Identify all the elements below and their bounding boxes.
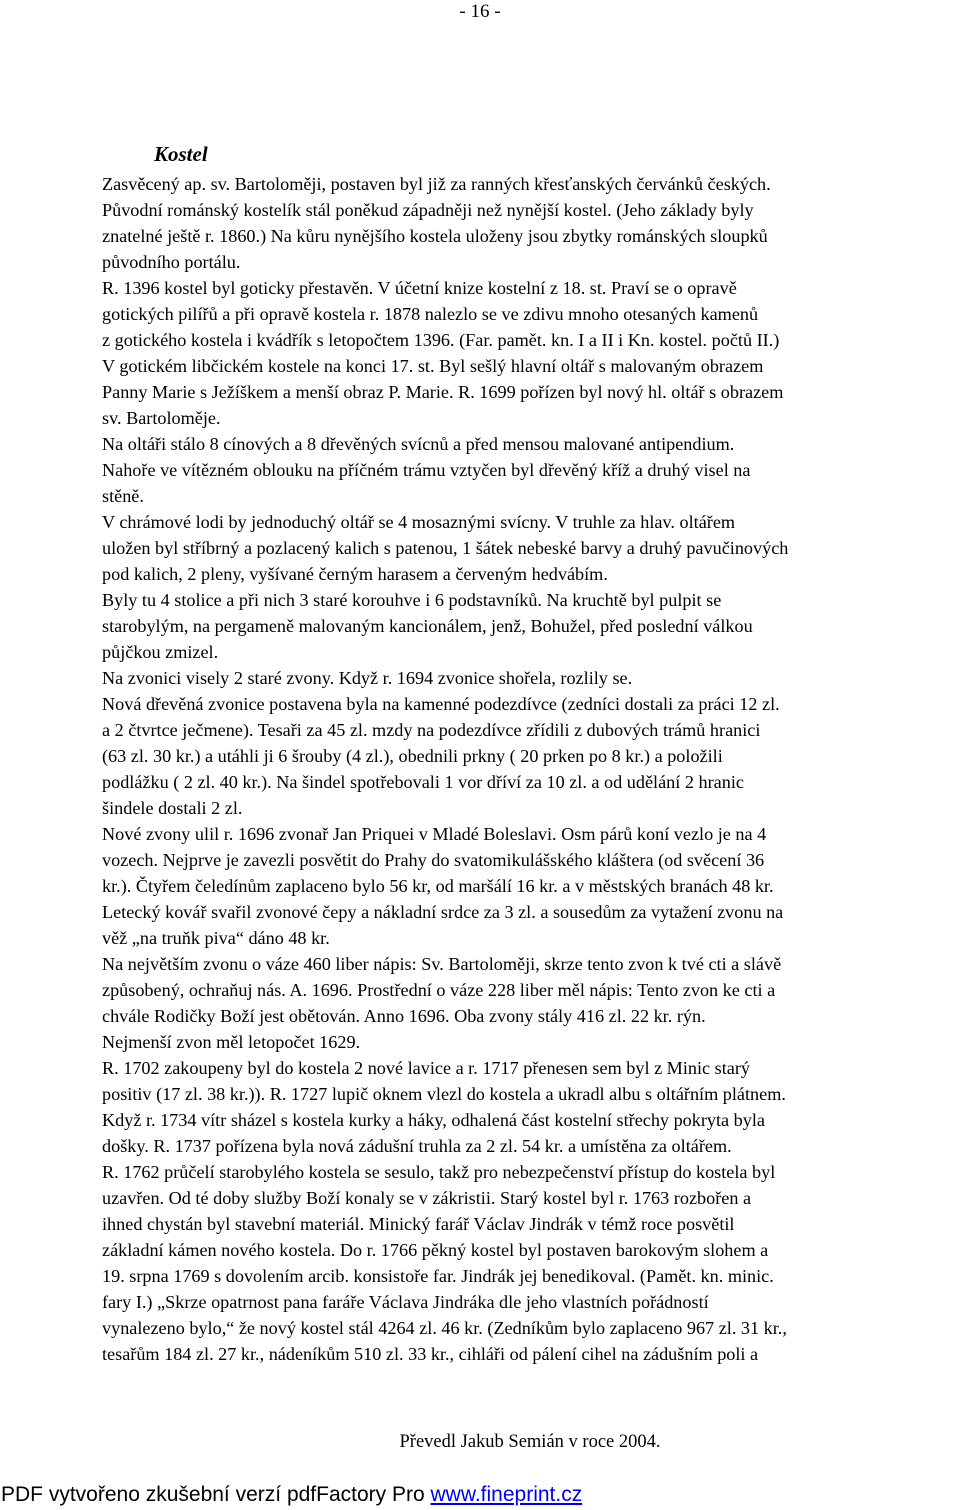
- text-line: znatelné ještě r. 1860.) Na kůru nynějšího kostela uloženy jsou zbytky románských sloupků: [102, 226, 768, 246]
- text-line: tesařům 184 zl. 27 kr., nádeníkům 510 zl. 33 kr., cihláři od pálení cihel na zádušním poli a: [102, 1344, 759, 1364]
- text-line: z gotického kostela i kvádřík s letopočtem 1396. (Far. pamět. kn. I a II i Kn. kostel. počtů II.): [102, 330, 780, 350]
- text-line: věž „na truňk piva“ dáno 48 kr.: [102, 928, 330, 948]
- text-line: pod kalich, 2 pleny, vyšívané černým harasem a červeným hedvábím.: [102, 564, 608, 584]
- text-line: kr.). Čtyřem čeledínům zaplaceno bylo 56 kr, od maršálí 16 kr. a v městských branách 48 kr.: [102, 876, 774, 896]
- text-line: Nové zvony ulil r. 1696 zvonař Jan Priquei v Mladé Boleslavi. Osm párů koní vezlo je na 4: [102, 824, 767, 844]
- text-line: způsobený, ochraňuj nás. A. 1696. Prostřední o váze 228 liber měl nápis: Tento zvon ke cti a: [102, 980, 776, 1000]
- text-line: ihned chystán byl stavební materiál. Minický farář Václav Jindrák v témž roce posvětil: [102, 1214, 735, 1234]
- text-line: stěně.: [102, 486, 144, 506]
- pdf-footer-text: PDF vytvořeno zkušební verzí pdfFactory Pro: [1, 1483, 431, 1506]
- fineprint-link[interactable]: www.fineprint.cz: [430, 1483, 583, 1506]
- footer-credit: Převedl Jakub Semián v roce 2004.: [399, 1432, 661, 1452]
- section-heading: Kostel: [154, 142, 208, 166]
- text-line: sv. Bartoloměje.: [102, 408, 221, 428]
- text-line: chvále Rodičky Boží jest obětován. Anno 1696. Oba zvony stály 416 zl. 22 kr. rýn.: [102, 1006, 706, 1026]
- text-line: Nahoře ve vítězném oblouku na příčném trámu vztyčen byl dřevěný kříž a druhý visel na: [102, 460, 751, 480]
- text-line: vynalezeno bylo,“ že nový kostel stál 4264 zl. 46 kr. (Zedníkům bylo zaplaceno 967 zl. 31 kr.,: [102, 1318, 787, 1338]
- text-line: vozech. Nejprve je zavezli posvětit do Prahy do svatomikulášského kláštera (od svěcení 36: [102, 850, 765, 870]
- text-line: Když r. 1734 vítr sházel s kostela kurky a háky, odhalená část kostelní střechy pokryta byla: [102, 1110, 765, 1130]
- text-line: R. 1702 zakoupeny byl do kostela 2 nové lavice a r. 1717 přenesen sem byl z Minic starý: [102, 1058, 751, 1078]
- text-line: Zasvěcený ap. sv. Bartoloměji, postaven byl již za ranných křesťanských červánků českých.: [102, 174, 771, 194]
- text-line: původního portálu.: [102, 252, 241, 272]
- text-line: Na zvonici visely 2 staré zvony. Když r. 1694 zvonice shořela, rozlily se.: [102, 668, 633, 688]
- text-line: (63 zl. 30 kr.) a utáhli ji 6 šrouby (4 zl.), obednili prkny ( 20 prken po 8 kr.) a položili: [102, 746, 723, 766]
- text-line: Původní románský kostelík stál poněkud západněji než nynější kostel. (Jeho základy byly: [102, 200, 754, 220]
- text-line: Letecký kovář svařil zvonové čepy a nákladní srdce za 3 zl. a sousedům za vytažení zvonu na: [102, 902, 784, 922]
- text-line: Nová dřevěná zvonice postavena byla na kamenné podezdívce (zedníci dostali za práci 12 zl.: [102, 694, 780, 714]
- text-line: Na největším zvonu o váze 460 liber nápis: Sv. Bartoloměji, skrze tento zvon k tvé cti a slávě: [102, 954, 782, 974]
- text-line: gotických pilířů a při opravě kostela r. 1878 nalezlo se ve zdivu mnoho otesaných kamenů: [102, 304, 759, 324]
- text-line: positiv (17 zl. 38 kr.)). R. 1727 lupič oknem vlezl do kostela a ukradl albu s oltářním plátnem.: [102, 1084, 786, 1104]
- text-line: Byly tu 4 stolice a při nich 3 staré korouhve i 6 podstavníků. Na kruchtě byl pulpit se: [102, 590, 722, 610]
- text-line: fary I.) „Skrze opatrnost pana faráře Václava Jindráka dle jeho vlastních pořádností: [102, 1292, 709, 1312]
- text-line: podlážku ( 2 zl. 40 kr.). Na šindel spotřebovali 1 vor dříví za 10 zl. a od udělání 2 hranic: [102, 772, 744, 792]
- page-number: - 16 -: [459, 1, 501, 22]
- text-line: R. 1762 průčelí starobylého kostela se sesulo, takž pro nebezpečenství přístup do kostela byl: [102, 1162, 776, 1182]
- text-line: Nejmenší zvon měl letopočet 1629.: [102, 1032, 361, 1052]
- text-line: Na oltáři stálo 8 cínových a 8 dřevěných svícnů a před mensou malované antipendium.: [102, 434, 735, 454]
- text-line: a 2 čtvrtce ječmene). Tesaři za 45 zl. mzdy na podezdívce zřídili z dubových trámů hranici: [102, 720, 761, 740]
- pdf-footer: [1, 1481, 582, 1509]
- text-line: uzavřen. Od té doby služby Boží konaly se v zákristii. Starý kostel byl r. 1763 rozbořen a: [102, 1188, 752, 1208]
- text-line: starobylým, na pergameně malovaným kancionálem, jenž, Bohužel, před poslední válkou: [102, 616, 753, 636]
- text-line: došky. R. 1737 pořízena byla nová zádušní truhla za 2 zl. 54 kr. a umístěna za oltářem.: [102, 1136, 732, 1156]
- text-line: 19. srpna 1769 s dovolením arcib. konsistoře far. Jindrák jej benedikoval. (Pamět. kn. minic.: [102, 1266, 774, 1286]
- text-line: R. 1396 kostel byl goticky přestavěn. V účetní knize kostelní z 18. st. Praví se o opravě: [102, 278, 737, 298]
- text-line: uložen byl stříbrný a pozlacený kalich s patenou, 1 šátek nebeské barvy a druhý pavučinových: [102, 538, 789, 558]
- body-text: [102, 171, 957, 1367]
- text-line: V chrámové lodi by jednoduchý oltář se 4 mosaznými svícny. V truhle za hlav. oltářem: [102, 512, 736, 532]
- text-line: V gotickém libčickém kostele na konci 17. st. Byl sešlý hlavní oltář s malovaným obrazem: [102, 356, 764, 376]
- text-line: základní kámen nového kostela. Do r. 1766 pěkný kostel byl postaven barokovým slohem a: [102, 1240, 769, 1260]
- text-line: Panny Marie s Ježíškem a menší obraz P. Marie. R. 1699 pořízen byl nový hl. oltář s obrazem: [102, 382, 784, 402]
- text-line: půjčkou zmizel.: [102, 642, 219, 662]
- text-line: šindele dostali 2 zl.: [102, 798, 243, 818]
